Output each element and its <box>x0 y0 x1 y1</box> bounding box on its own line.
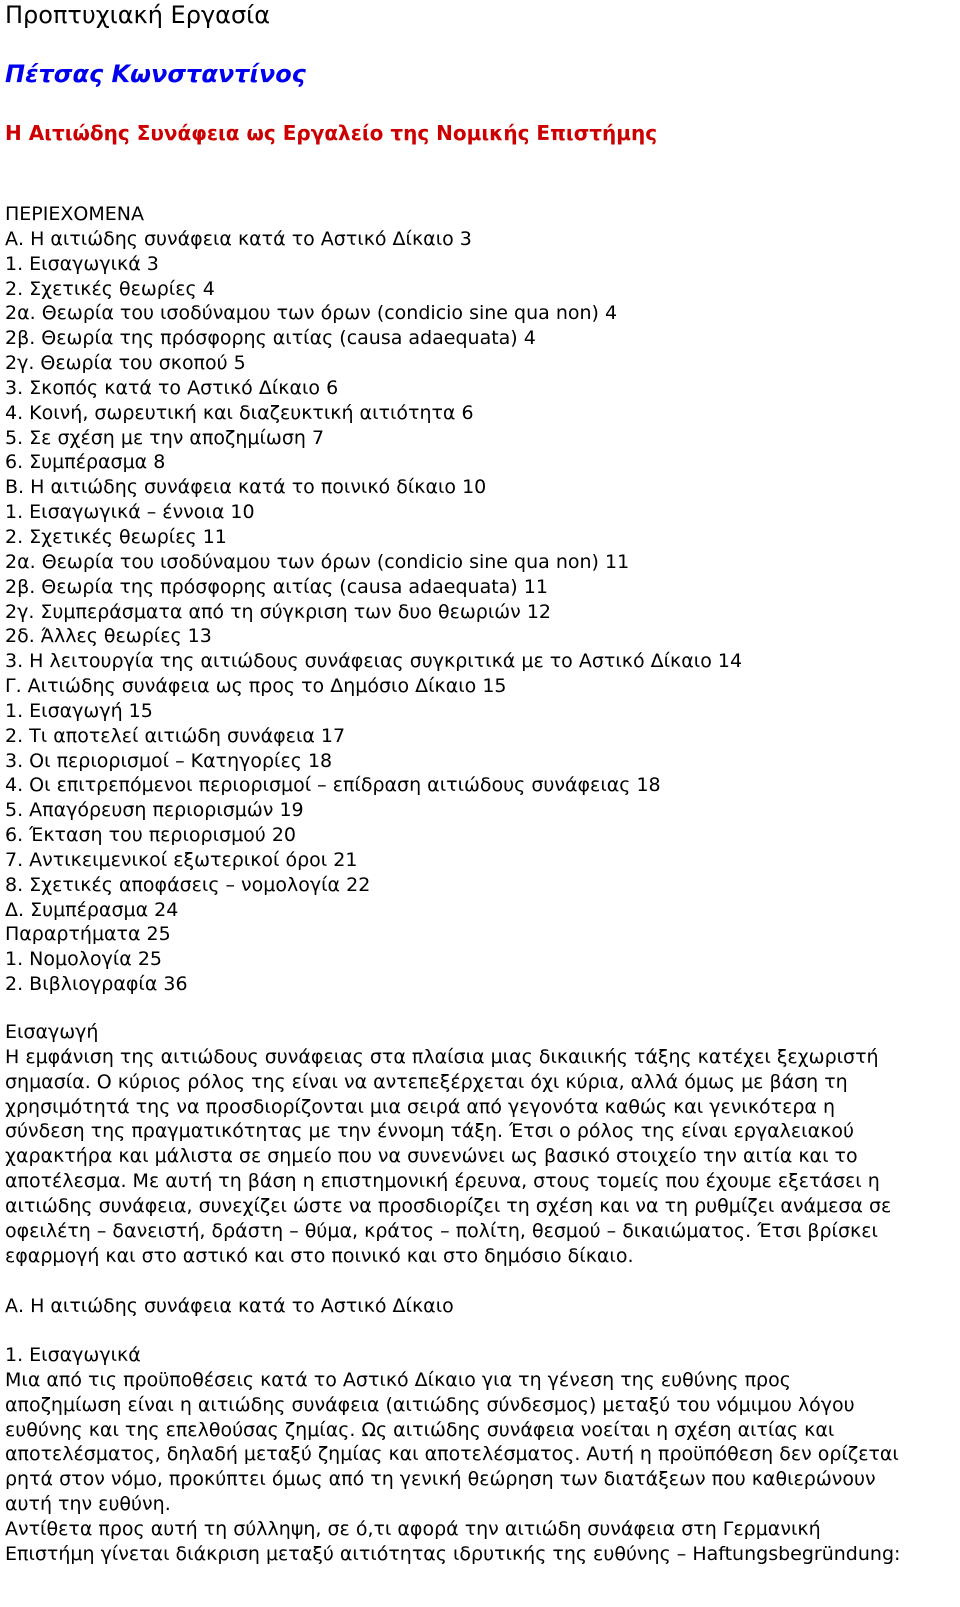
toc-item: 6. Έκταση του περιορισμού 20 <box>5 824 297 847</box>
toc-item: 8. Σχετικές αποφάσεις – νομολογία 22 <box>5 873 371 896</box>
paragraph-line: σύνδεση της πραγματικότητας με την έννομη τάξη. Έτσι ο ρόλος της είναι εργαλειακού <box>5 1120 854 1143</box>
table-of-contents <box>5 202 742 997</box>
toc-item: 2. Τι αποτελεί αιτιώδη συνάφεια 17 <box>5 724 346 747</box>
paragraph-line: αποτέλεσμα. Με αυτή τη βάση η επιστημονική έρευνα, στους τομείς που έχουμε εξετάσει η <box>5 1170 880 1193</box>
author-name: Πέτσας Κωνσταντίνος <box>5 60 306 88</box>
paragraph-line: Αντίθετα προς αυτή τη σύλληψη, σε ό,τι αφορά την αιτιώδη συνάφεια στη Γερμανική <box>5 1517 821 1540</box>
toc-item: 5. Απαγόρευση περιορισμών 19 <box>5 799 304 822</box>
toc-item: 4. Οι επιτρεπόμενοι περιορισμοί – επίδραση αιτιώδους συνάφειας 18 <box>5 774 661 797</box>
toc-item: 2γ. Συμπεράσματα από τη σύγκριση των δυο θεωριών 12 <box>5 600 552 623</box>
introduction-section <box>5 1020 955 1268</box>
section-a1-heading: 1. Εισαγωγικά <box>5 1344 141 1366</box>
paragraph-line: Επιστήμη γίνεται διάκριση μεταξύ αιτιότητας ιδρυτικής της ευθύνης – Haftungsbegründung: <box>5 1542 901 1565</box>
toc-item: 2β. Θεωρία της πρόσφορης αιτίας (causa adaequata) 4 <box>5 327 536 350</box>
toc-item: Γ. Αιτιώδης συνάφεια ως προς το Δημόσιο Δίκαιο 15 <box>5 675 507 698</box>
toc-item: 1. Εισαγωγικά 3 <box>5 252 159 275</box>
paragraph-line: αυτή την ευθύνη. <box>5 1493 171 1516</box>
toc-item: 2. Βιβλιογραφία 36 <box>5 973 188 996</box>
paragraph-line: αιτιώδης συνάφεια, συνεχίζει ώστε να προσδιορίζει τη σχέση και να τη ρυθμίζει ανάμεσα σε <box>5 1194 892 1217</box>
toc-item: 2. Σχετικές θεωρίες 11 <box>5 525 227 548</box>
toc-item: 2γ. Θεωρία του σκοπού 5 <box>5 352 246 375</box>
paragraph-line: χαρακτήρα και μάλιστα σε σημείο που να συνενώνει ως βασικό στοιχείο την αιτία και το <box>5 1145 858 1168</box>
paragraph-line: σημασία. Ο κύριος ρόλος της είναι να αντεπεξέρχεται όχι κύρια, αλλά όμως με βάση τη <box>5 1070 848 1093</box>
toc-item: 3. Σκοπός κατά το Αστικό Δίκαιο 6 <box>5 376 339 399</box>
toc-item: Δ. Συμπέρασμα 24 <box>5 898 179 921</box>
paragraph-line: ευθύνης και της επελθούσας ζημίας. Ως αιτιώδης συνάφεια νοείται η σχέση αιτίας και <box>5 1418 835 1441</box>
paragraph-line: Η εμφάνιση της αιτιώδους συνάφειας στα πλαίσια μιας δικαιικής τάξης κατέχει ξεχωριστή <box>5 1045 879 1068</box>
toc-item: 1. Εισαγωγικά – έννοια 10 <box>5 501 255 524</box>
toc-item: 2δ. Άλλες θεωρίες 13 <box>5 625 212 648</box>
toc-item: 6. Συμπέρασμα 8 <box>5 451 166 474</box>
toc-item: 2α. Θεωρία του ισοδύναμου των όρων (condicio sine qua non) 4 <box>5 302 618 325</box>
paragraph-line: αποζημίωση είναι η αιτιώδης συνάφεια (αιτιώδης σύνδεσμος) μεταξύ του νόμιμου λόγου <box>5 1393 855 1416</box>
toc-item: Β. Η αιτιώδης συνάφεια κατά το ποινικό δίκαιο 10 <box>5 476 487 499</box>
section-a1-paragraph <box>5 1368 955 1567</box>
paragraph-line: ρητά στον νόμο, προκύπτει όμως από τη γενική θεώρηση των διατάξεων που καθιερώνουν <box>5 1468 876 1491</box>
toc-item: 4. Κοινή, σωρευτική και διαζευκτική αιτιότητα 6 <box>5 401 474 424</box>
toc-item: 7. Αντικειμενικοί εξωτερικοί όροι 21 <box>5 848 358 871</box>
introduction-heading: Εισαγωγή <box>5 1021 99 1043</box>
document-title: Η Αιτιώδης Συνάφεια ως Εργαλείο της Νομικής Επιστήμης <box>5 121 658 145</box>
toc-item: 5. Σε σχέση με την αποζημίωση 7 <box>5 426 325 449</box>
introduction-paragraph <box>5 1045 955 1269</box>
section-a-heading: Α. Η αιτιώδης συνάφεια κατά το Αστικό Δίκαιο <box>5 1295 454 1317</box>
toc-heading: ΠΕΡΙΕΧΟΜΕΝΑ <box>5 203 144 225</box>
paragraph-line: χρησιμότητά της να προσδιορίζονται μια σειρά από γεγονότα καθώς και γενικότερα η <box>5 1095 836 1118</box>
paragraph-line: αποτελέσματος, δηλαδή μεταξύ ζημίας και αποτελέσματος. Αυτή η προϋπόθεση δεν ορίζεται <box>5 1443 899 1466</box>
toc-item: 2β. Θεωρία της πρόσφορης αιτίας (causa adaequata) 11 <box>5 575 548 598</box>
toc-item: 1. Εισαγωγή 15 <box>5 699 153 722</box>
toc-item: Παραρτήματα 25 <box>5 923 171 946</box>
toc-item: 3. Η λειτουργία της αιτιώδους συνάφειας συγκριτικά με το Αστικό Δίκαιο 14 <box>5 650 743 673</box>
toc-item: 3. Οι περιορισμοί – Κατηγορίες 18 <box>5 749 333 772</box>
paragraph-line: Μια από τις προϋποθέσεις κατά το Αστικό Δίκαιο για τη γένεση της ευθύνης προς <box>5 1368 791 1391</box>
toc-item: Α. Η αιτιώδης συνάφεια κατά το Αστικό Δίκαιο 3 <box>5 227 472 250</box>
section-a1 <box>5 1343 955 1567</box>
toc-item: 1. Νομολογία 25 <box>5 948 163 971</box>
toc-item: 2. Σχετικές θεωρίες 4 <box>5 277 215 300</box>
document-heading: Προπτυχιακή Εργασία <box>5 1 271 29</box>
paragraph-line: εφαρμογή και στο αστικό και στο ποινικό και στο δημόσιο δίκαιο. <box>5 1244 634 1267</box>
toc-item: 2α. Θεωρία του ισοδύναμου των όρων (condicio sine qua non) 11 <box>5 550 630 573</box>
paragraph-line: οφειλέτη – δανειστή, δράστη – θύμα, κράτος – πολίτη, θεσμού – δικαιώματος. Έτσι βρίσκει <box>5 1219 878 1242</box>
